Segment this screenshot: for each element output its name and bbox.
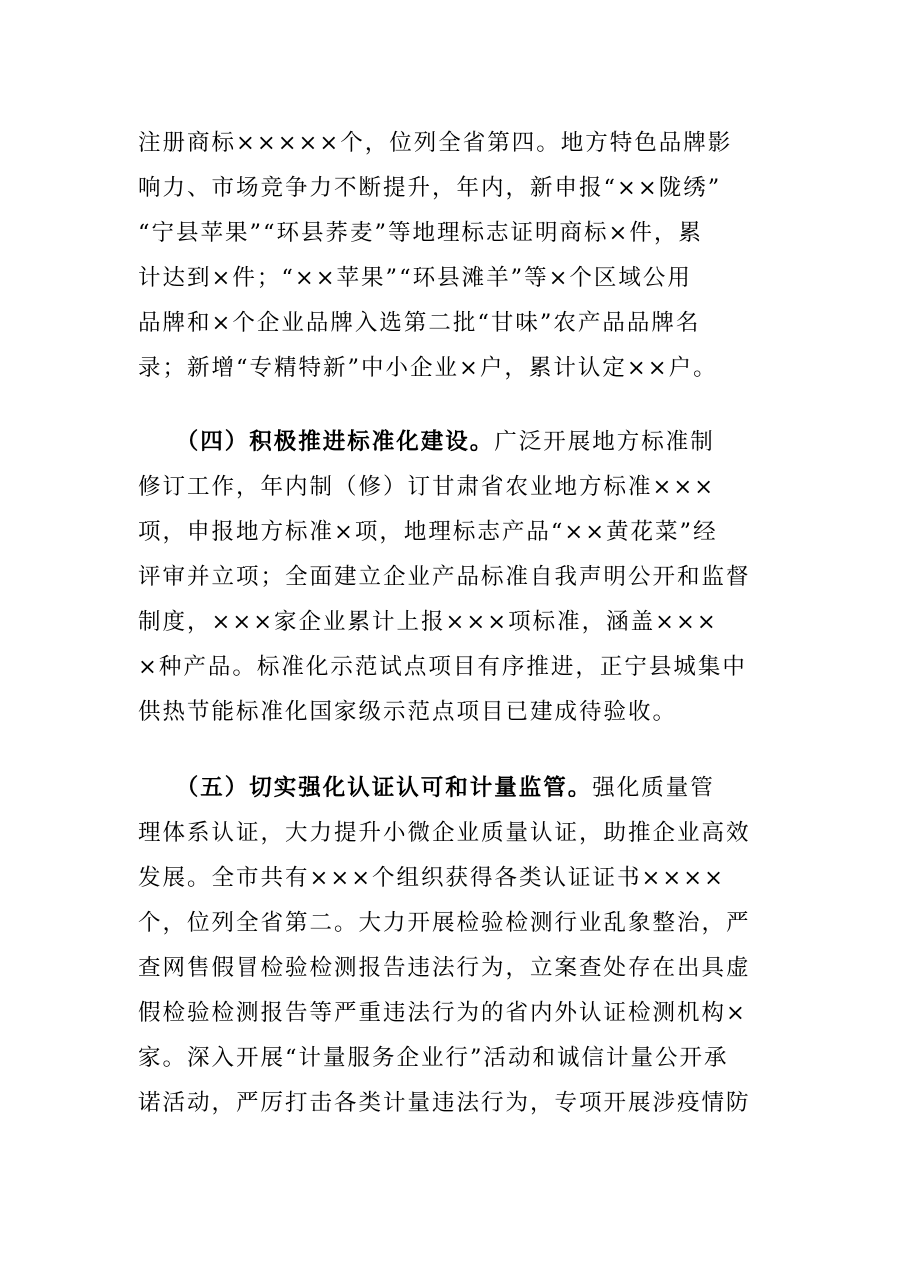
paragraph-text: 注册商标×××××个，位列全省第四。地方特色品牌影 响力、市场竞争力不断提升，年内，新申报“××陇绣” “宁县苹果”“环县荞麦”等地理标志证明商标×件，累 计达到×件；“××苹果”“环县滩羊”等×个区域公用 品牌和×个企业品牌入选第二批“甘味”农产品品牌名 录；新增“专精特新”中小企业×户，累计认定××户。 — [138, 130, 733, 381]
section-heading-5: （五）切实强化认证认可和计量监管。 — [187, 775, 593, 801]
paragraph-certification — [138, 766, 778, 1126]
paragraph-standardization — [138, 420, 778, 735]
paragraph-trademarks — [138, 121, 778, 391]
paragraph-text: 强化质量管 理体系认证，大力提升小微企业质量认证，助推企业高效 发展。全市共有×××个组织获得各类认证证书×××× 个，位列全省第二。大力开展检验检测行业乱象整治，严 查网售假冒检验检测报告违法行为，立案查处存在出具虚 假检验检测报告等严重违法行为的省内外认证检测机构× 家。深入开展“计量服务企业行”活动和诚信计量公开承 诺活动，严厉打击各类计量违法行为，专项开展涉疫情防 — [138, 775, 751, 1116]
section-heading-4: （四）积极推进标准化建设。 — [187, 429, 495, 455]
paragraph-text: 广泛开展地方标准制 修订工作，年内制（修）订甘肃省农业地方标准××× 项，申报地方标准×项，地理标志产品“××黄花菜”经 评审并立项；全面建立企业产品标准自我声明公开和监督 制度，×××家企业累计上报×××项标准，涵盖××× ×种产品。标准化示范试点项目有序推进，正宁县城集中 供热节能标准化国家级示范点项目已建成待验收。 — [138, 429, 751, 725]
